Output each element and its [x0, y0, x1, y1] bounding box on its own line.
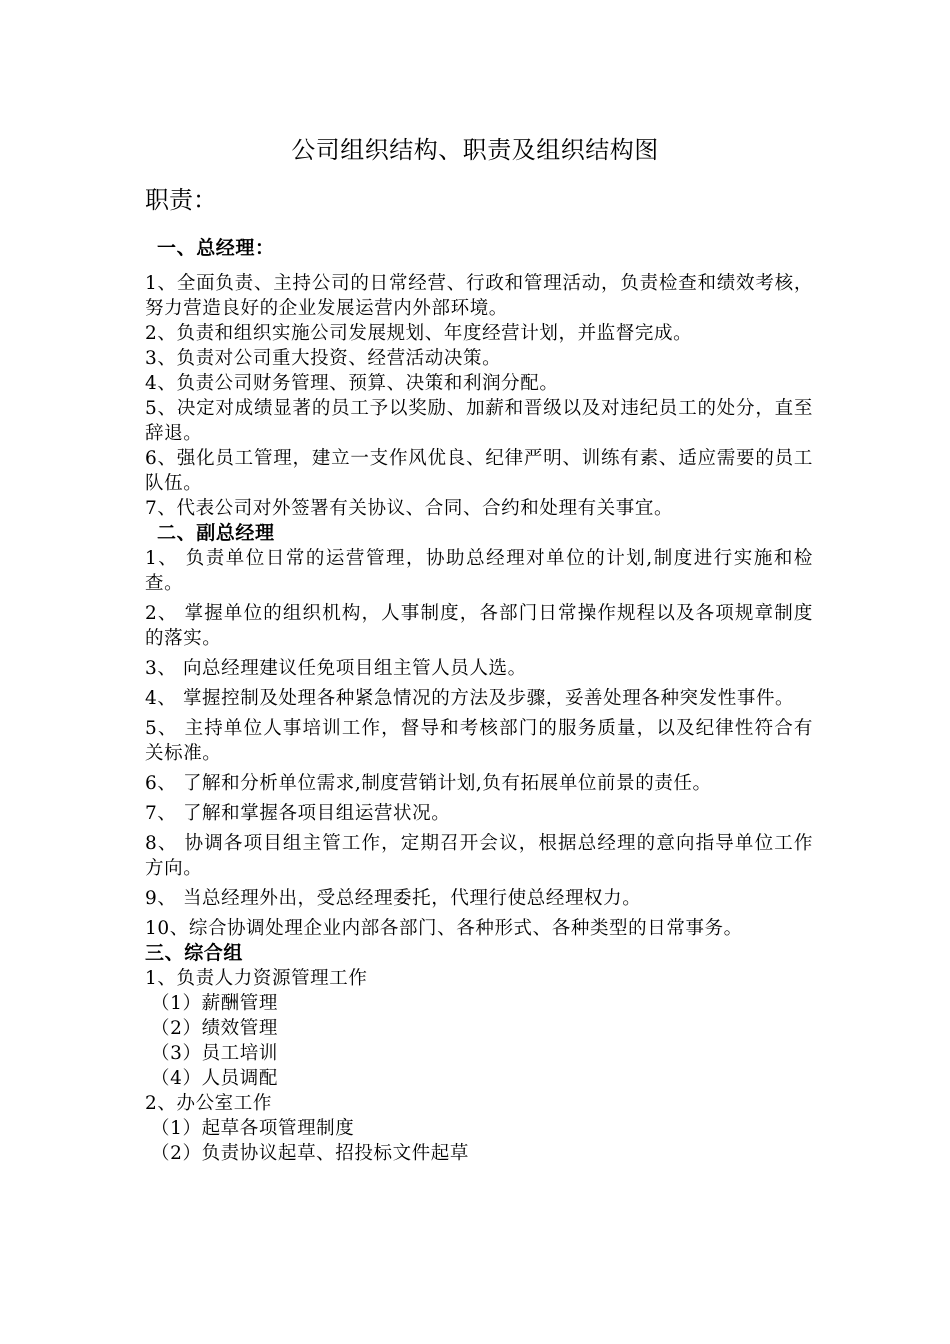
gm-item-3: 3、负责对公司重大投资、经营活动决策。 — [145, 348, 502, 369]
gm-item-6: 6、强化员工管理，建立一支作风优良、纪律严明、训练有素、适应需要的员工队伍。 — [145, 448, 813, 494]
section-heading-general-manager: 一、总经理： — [157, 237, 275, 259]
gm-item-4: 4、负责公司财务管理、预算、决策和利润分配。 — [145, 373, 559, 394]
vgm-item-10: 10、综合协调处理企业内部各部门、各种形式、各种类型的日常事务。 — [145, 918, 743, 939]
gm-item-5: 5、决定对成绩显著的员工予以奖励、加薪和晋级以及对违纪员工的处分，直至辞退。 — [145, 398, 813, 444]
general-item-1: 1、负责人力资源管理工作 — [145, 968, 368, 989]
vgm-item-5: 5、 主持单位人事培训工作，督导和考核部门的服务质量，以及纪律性符合有关标准。 — [145, 718, 813, 764]
general-subitem: （4）人员调配 — [151, 1068, 278, 1089]
responsibilities-heading: 职责： — [145, 186, 217, 214]
vgm-item-6: 6、 了解和分析单位需求,制度营销计划,负有拓展单位前景的责任。 — [145, 773, 712, 794]
section-heading-vice-general-manager: 二、副总经理 — [157, 522, 275, 544]
general-subitem: （1）起草各项管理制度 — [151, 1118, 355, 1139]
vgm-item-1: 1、 负责单位日常的运营管理，协助总经理对单位的计划,制度进行实施和检查。 — [145, 548, 813, 594]
vgm-item-9: 9、 当总经理外出，受总经理委托，代理行使总经理权力。 — [145, 888, 642, 909]
document-title: 公司组织结构、职责及组织结构图 — [291, 136, 659, 164]
general-subitem: （2）负责协议起草、招投标文件起草 — [151, 1143, 469, 1164]
general-subitem: （1）薪酬管理 — [151, 993, 278, 1014]
vgm-item-3: 3、 向总经理建议任免项目组主管人员人选。 — [145, 658, 527, 679]
vgm-item-7: 7、 了解和掌握各项目组运营状况。 — [145, 803, 451, 824]
section-heading-general-group: 三、综合组 — [145, 942, 244, 964]
gm-item-1: 1、全面负责、主持公司的日常经营、行政和管理活动，负责检查和绩效考核，努力营造良好的企业发展运营内外部环境。 — [145, 273, 813, 319]
document-body — [145, 236, 813, 1166]
gm-item-7: 7、代表公司对外签署有关协议、合同、合约和处理有关事宜。 — [145, 498, 674, 519]
gm-item-2: 2、负责和组织实施公司发展规划、年度经营计划，并监督完成。 — [145, 323, 693, 344]
general-item-2: 2、办公室工作 — [145, 1093, 272, 1114]
vgm-item-4: 4、 掌握控制及处理各种紧急情况的方法及步骤，妥善处理各种突发性事件。 — [145, 688, 795, 709]
vgm-item-8: 8、 协调各项目组主管工作，定期召开会议，根据总经理的意向指导单位工作方向。 — [145, 833, 813, 879]
general-subitem: （2）绩效管理 — [151, 1018, 278, 1039]
vgm-item-2: 2、 掌握单位的组织机构，人事制度，各部门日常操作规程以及各项规章制度的落实。 — [145, 603, 813, 649]
general-subitem: （3）员工培训 — [151, 1043, 278, 1064]
